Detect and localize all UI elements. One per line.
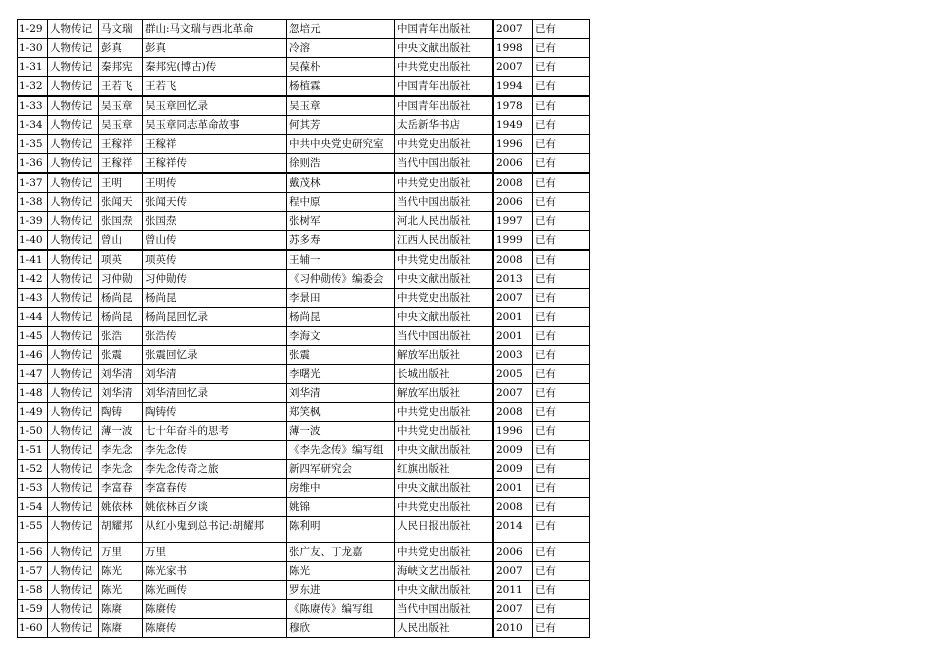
person-cell: 陈光 [99,581,143,600]
author-cell: 张树军 [287,212,395,231]
publisher-cell: 中共党史出版社 [395,543,494,562]
person-cell: 万里 [99,543,143,562]
item-number-cell: 1-35 [18,135,48,154]
publisher-cell: 当代中国出版社 [395,154,494,174]
year-cell: 2003 [493,346,533,365]
book-list-table [17,19,590,638]
category-cell: 人物传记 [48,154,99,174]
item-number-cell: 1-41 [18,250,48,270]
year-cell: 1949 [493,116,533,135]
year-cell: 2011 [493,581,533,600]
status-cell: 已有 [533,422,590,441]
author-cell: 张广友、丁龙嘉 [287,543,395,562]
table-row [18,58,590,77]
title-cell: 陈赓传 [143,600,287,619]
year-cell: 2008 [493,403,533,422]
table-body [18,20,590,638]
publisher-cell: 河北人民出版社 [395,212,494,231]
author-cell: 陈光 [287,562,395,581]
title-cell: 王稼祥 [143,135,287,154]
title-cell: 李先念传奇之旅 [143,460,287,479]
publisher-cell: 解放军出版社 [395,346,494,365]
publisher-cell: 中共党史出版社 [395,403,494,422]
title-cell: 王若飞 [143,77,287,97]
table-row [18,116,590,135]
category-cell: 人物传记 [48,581,99,600]
table-row [18,96,590,116]
item-number-cell: 1-39 [18,212,48,231]
status-cell: 已有 [533,308,590,327]
publisher-cell: 太岳新华书店 [395,116,494,135]
category-cell: 人物传记 [48,327,99,346]
title-cell: 七十年奋斗的思考 [143,422,287,441]
status-cell: 已有 [533,270,590,289]
person-cell: 王稼祥 [99,135,143,154]
author-cell: 张震 [287,346,395,365]
person-cell: 胡耀邦 [99,517,143,543]
title-cell: 张国焘 [143,212,287,231]
author-cell: 罗东进 [287,581,395,600]
category-cell: 人物传记 [48,77,99,97]
item-number-cell: 1-53 [18,479,48,498]
author-cell: 刘华清 [287,384,395,403]
author-cell: 吴玉章 [287,96,395,116]
year-cell: 1998 [493,39,533,58]
title-cell: 吴玉章同志革命故事 [143,116,287,135]
item-number-cell: 1-54 [18,498,48,517]
status-cell: 已有 [533,39,590,58]
person-cell: 张闻天 [99,193,143,212]
table-row [18,384,590,403]
table-row [18,154,590,174]
category-cell: 人物传记 [48,562,99,581]
status-cell: 已有 [533,384,590,403]
author-cell: 房维中 [287,479,395,498]
person-cell: 吴玉章 [99,116,143,135]
status-cell: 已有 [533,173,590,193]
title-cell: 秦邦宪(博古)传 [143,58,287,77]
title-cell: 李先念传 [143,441,287,460]
table-row [18,441,590,460]
author-cell: 《陈赓传》编写组 [287,600,395,619]
year-cell: 2001 [493,327,533,346]
item-number-cell: 1-45 [18,327,48,346]
author-cell: 《习仲勋传》编委会 [287,270,395,289]
publisher-cell: 海峡文艺出版社 [395,562,494,581]
title-cell: 杨尚昆回忆录 [143,308,287,327]
year-cell: 2007 [493,289,533,308]
year-cell: 2007 [493,600,533,619]
person-cell: 刘华清 [99,365,143,384]
author-cell: 李曙光 [287,365,395,384]
person-cell: 习仲勋 [99,270,143,289]
item-number-cell: 1-59 [18,600,48,619]
author-cell: 杨植霖 [287,77,395,97]
title-cell: 习仲勋传 [143,270,287,289]
item-number-cell: 1-46 [18,346,48,365]
publisher-cell: 中央文献出版社 [395,270,494,289]
category-cell: 人物传记 [48,543,99,562]
item-number-cell: 1-44 [18,308,48,327]
category-cell: 人物传记 [48,289,99,308]
category-cell: 人物传记 [48,479,99,498]
category-cell: 人物传记 [48,308,99,327]
table-row [18,498,590,517]
year-cell: 1997 [493,212,533,231]
status-cell: 已有 [533,135,590,154]
table-row [18,135,590,154]
publisher-cell: 人民日报出版社 [395,517,494,543]
table-row [18,231,590,251]
person-cell: 陈赓 [99,619,143,638]
author-cell: 薄一波 [287,422,395,441]
person-cell: 杨尚昆 [99,308,143,327]
table-row [18,460,590,479]
category-cell: 人物传记 [48,441,99,460]
year-cell: 1994 [493,77,533,97]
table-row [18,77,590,97]
item-number-cell: 1-31 [18,58,48,77]
status-cell: 已有 [533,154,590,174]
author-cell: 徐则浩 [287,154,395,174]
person-cell: 陈赓 [99,600,143,619]
year-cell: 2001 [493,479,533,498]
author-cell: 李海文 [287,327,395,346]
year-cell: 2007 [493,58,533,77]
publisher-cell: 中国青年出版社 [395,20,494,39]
year-cell: 2008 [493,250,533,270]
author-cell: 《李先念传》编写组 [287,441,395,460]
item-number-cell: 1-37 [18,173,48,193]
table-row [18,193,590,212]
publisher-cell: 当代中国出版社 [395,327,494,346]
category-cell: 人物传记 [48,96,99,116]
person-cell: 刘华清 [99,384,143,403]
publisher-cell: 中央文献出版社 [395,441,494,460]
year-cell: 2007 [493,384,533,403]
status-cell: 已有 [533,20,590,39]
title-cell: 刘华清回忆录 [143,384,287,403]
table-row [18,422,590,441]
person-cell: 张震 [99,346,143,365]
category-cell: 人物传记 [48,212,99,231]
publisher-cell: 中共党史出版社 [395,58,494,77]
year-cell: 1978 [493,96,533,116]
title-cell: 李富春传 [143,479,287,498]
category-cell: 人物传记 [48,193,99,212]
category-cell: 人物传记 [48,422,99,441]
status-cell: 已有 [533,498,590,517]
publisher-cell: 中央文献出版社 [395,308,494,327]
person-cell: 秦邦宪 [99,58,143,77]
item-number-cell: 1-43 [18,289,48,308]
item-number-cell: 1-49 [18,403,48,422]
category-cell: 人物传记 [48,39,99,58]
person-cell: 项英 [99,250,143,270]
publisher-cell: 中国青年出版社 [395,77,494,97]
category-cell: 人物传记 [48,270,99,289]
status-cell: 已有 [533,441,590,460]
table-row [18,517,590,543]
year-cell: 2014 [493,517,533,543]
category-cell: 人物传记 [48,498,99,517]
category-cell: 人物传记 [48,460,99,479]
author-cell: 戴茂林 [287,173,395,193]
table-row [18,479,590,498]
table-row [18,365,590,384]
person-cell: 马文瑞 [99,20,143,39]
author-cell: 陈利明 [287,517,395,543]
item-number-cell: 1-36 [18,154,48,174]
author-cell: 程中原 [287,193,395,212]
author-cell: 中共中央党史研究室 [287,135,395,154]
item-number-cell: 1-52 [18,460,48,479]
table-row [18,327,590,346]
item-number-cell: 1-30 [18,39,48,58]
category-cell: 人物传记 [48,20,99,39]
person-cell: 彭真 [99,39,143,58]
publisher-cell: 中央文献出版社 [395,479,494,498]
status-cell: 已有 [533,581,590,600]
category-cell: 人物传记 [48,403,99,422]
item-number-cell: 1-32 [18,77,48,97]
status-cell: 已有 [533,517,590,543]
status-cell: 已有 [533,327,590,346]
status-cell: 已有 [533,212,590,231]
publisher-cell: 当代中国出版社 [395,600,494,619]
year-cell: 1996 [493,135,533,154]
table-row [18,308,590,327]
category-cell: 人物传记 [48,173,99,193]
table-row [18,270,590,289]
year-cell: 2006 [493,543,533,562]
author-cell: 姚锦 [287,498,395,517]
title-cell: 陈光画传 [143,581,287,600]
person-cell: 陈光 [99,562,143,581]
table-row [18,619,590,638]
table-row [18,581,590,600]
status-cell: 已有 [533,479,590,498]
title-cell: 王明传 [143,173,287,193]
year-cell: 2007 [493,562,533,581]
person-cell: 曾山 [99,231,143,251]
year-cell: 1996 [493,422,533,441]
category-cell: 人物传记 [48,58,99,77]
item-number-cell: 1-34 [18,116,48,135]
item-number-cell: 1-48 [18,384,48,403]
category-cell: 人物传记 [48,116,99,135]
author-cell: 何其芳 [287,116,395,135]
person-cell: 李先念 [99,441,143,460]
title-cell: 群山:马文瑞与西北革命 [143,20,287,39]
item-number-cell: 1-33 [18,96,48,116]
year-cell: 2010 [493,619,533,638]
publisher-cell: 红旗出版社 [395,460,494,479]
status-cell: 已有 [533,562,590,581]
person-cell: 王稼祥 [99,154,143,174]
category-cell: 人物传记 [48,135,99,154]
title-cell: 陈赓传 [143,619,287,638]
author-cell: 郑笑枫 [287,403,395,422]
title-cell: 张浩传 [143,327,287,346]
category-cell: 人物传记 [48,600,99,619]
table-row [18,39,590,58]
table-row [18,173,590,193]
author-cell: 杨尚昆 [287,308,395,327]
table-row [18,346,590,365]
table-row [18,212,590,231]
table-row [18,250,590,270]
status-cell: 已有 [533,543,590,562]
table-row [18,20,590,39]
category-cell: 人物传记 [48,384,99,403]
status-cell: 已有 [533,346,590,365]
category-cell: 人物传记 [48,346,99,365]
table-row [18,543,590,562]
person-cell: 吴玉章 [99,96,143,116]
status-cell: 已有 [533,77,590,97]
year-cell: 2013 [493,270,533,289]
title-cell: 曾山传 [143,231,287,251]
person-cell: 李先念 [99,460,143,479]
year-cell: 2005 [493,365,533,384]
status-cell: 已有 [533,600,590,619]
item-number-cell: 1-51 [18,441,48,460]
title-cell: 张震回忆录 [143,346,287,365]
publisher-cell: 解放军出版社 [395,384,494,403]
person-cell: 杨尚昆 [99,289,143,308]
publisher-cell: 中共党史出版社 [395,250,494,270]
title-cell: 项英传 [143,250,287,270]
status-cell: 已有 [533,250,590,270]
author-cell: 冷溶 [287,39,395,58]
year-cell: 1999 [493,231,533,251]
publisher-cell: 中共党史出版社 [395,498,494,517]
person-cell: 张国焘 [99,212,143,231]
category-cell: 人物传记 [48,517,99,543]
publisher-cell: 中共党史出版社 [395,173,494,193]
year-cell: 2008 [493,498,533,517]
status-cell: 已有 [533,365,590,384]
publisher-cell: 当代中国出版社 [395,193,494,212]
item-number-cell: 1-57 [18,562,48,581]
year-cell: 2009 [493,441,533,460]
status-cell: 已有 [533,96,590,116]
author-cell: 忽培元 [287,20,395,39]
year-cell: 2008 [493,173,533,193]
author-cell: 苏多寿 [287,231,395,251]
year-cell: 2006 [493,193,533,212]
publisher-cell: 中国青年出版社 [395,96,494,116]
person-cell: 张浩 [99,327,143,346]
publisher-cell: 中共党史出版社 [395,422,494,441]
title-cell: 万里 [143,543,287,562]
status-cell: 已有 [533,58,590,77]
year-cell: 2009 [493,460,533,479]
person-cell: 王若飞 [99,77,143,97]
title-cell: 陶铸传 [143,403,287,422]
year-cell: 2007 [493,20,533,39]
item-number-cell: 1-55 [18,517,48,543]
table-row [18,289,590,308]
person-cell: 李富春 [99,479,143,498]
person-cell: 陶铸 [99,403,143,422]
year-cell: 2001 [493,308,533,327]
year-cell: 2006 [493,154,533,174]
status-cell: 已有 [533,619,590,638]
title-cell: 姚依林百夕谈 [143,498,287,517]
person-cell: 姚依林 [99,498,143,517]
title-cell: 王稼祥传 [143,154,287,174]
author-cell: 穆欣 [287,619,395,638]
item-number-cell: 1-50 [18,422,48,441]
item-number-cell: 1-40 [18,231,48,251]
category-cell: 人物传记 [48,231,99,251]
author-cell: 王辅一 [287,250,395,270]
item-number-cell: 1-42 [18,270,48,289]
category-cell: 人物传记 [48,365,99,384]
person-cell: 薄一波 [99,422,143,441]
author-cell: 吴葆朴 [287,58,395,77]
publisher-cell: 中央文献出版社 [395,39,494,58]
title-cell: 陈光家书 [143,562,287,581]
status-cell: 已有 [533,289,590,308]
title-cell: 张闻天传 [143,193,287,212]
category-cell: 人物传记 [48,619,99,638]
table-row [18,562,590,581]
publisher-cell: 中共党史出版社 [395,289,494,308]
publisher-cell: 长城出版社 [395,365,494,384]
table-row [18,403,590,422]
title-cell: 从红小鬼到总书记:胡耀邦 [143,517,287,543]
title-cell: 刘华清 [143,365,287,384]
status-cell: 已有 [533,193,590,212]
publisher-cell: 人民出版社 [395,619,494,638]
status-cell: 已有 [533,116,590,135]
author-cell: 新四军研究会 [287,460,395,479]
publisher-cell: 江西人民出版社 [395,231,494,251]
title-cell: 杨尚昆 [143,289,287,308]
category-cell: 人物传记 [48,250,99,270]
item-number-cell: 1-38 [18,193,48,212]
item-number-cell: 1-47 [18,365,48,384]
item-number-cell: 1-58 [18,581,48,600]
table-row [18,600,590,619]
item-number-cell: 1-29 [18,20,48,39]
publisher-cell: 中央文献出版社 [395,581,494,600]
author-cell: 李景田 [287,289,395,308]
person-cell: 王明 [99,173,143,193]
publisher-cell: 中共党史出版社 [395,135,494,154]
title-cell: 彭真 [143,39,287,58]
status-cell: 已有 [533,231,590,251]
status-cell: 已有 [533,460,590,479]
item-number-cell: 1-60 [18,619,48,638]
title-cell: 吴玉章回忆录 [143,96,287,116]
status-cell: 已有 [533,403,590,422]
item-number-cell: 1-56 [18,543,48,562]
